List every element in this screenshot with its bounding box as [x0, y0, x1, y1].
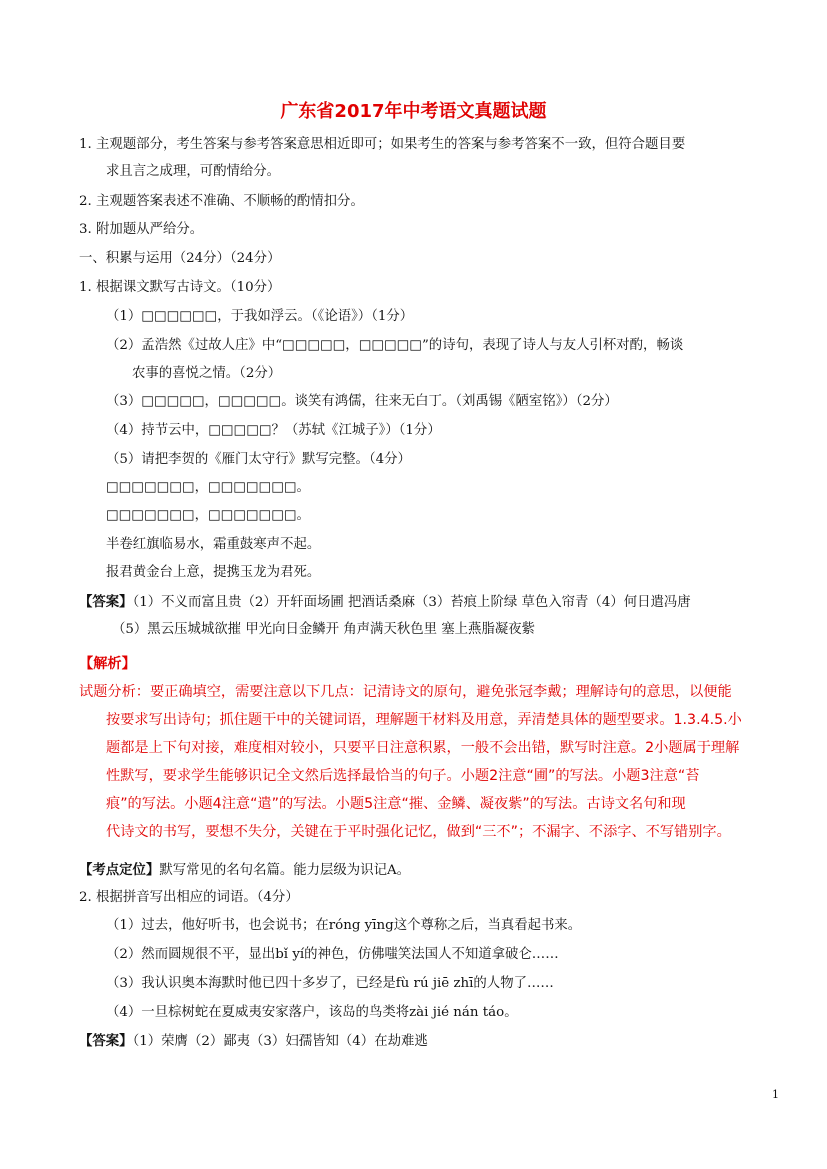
answer-1-line-1	[79, 592, 691, 613]
question-2-item-4: （4）一旦棕树蛇在夏威夷安家落户，该岛的鸟类将zài jié nán táo。	[106, 1005, 518, 1020]
page-title: 广东省2017年中考语文真题试题	[280, 101, 547, 122]
answer-2-label: 【答案】	[79, 1033, 133, 1049]
poem-line-1: □□□□□□□，□□□□□□□。	[106, 480, 310, 495]
answer-2-line	[79, 1031, 428, 1052]
question-1-item-2-cont: 农事的喜悦之情。（2分）	[132, 366, 282, 381]
section-heading: 一、积累与运用（24分）（24分）	[79, 251, 281, 266]
analysis-line-6: 代诗文的书写，要想不失分，关键在于平时强化记忆，做到“三不”；不漏字、不添字、不写错别字。	[106, 824, 731, 840]
note-3: 3. 附加题从严给分。	[79, 222, 204, 237]
note-1-cont: 求且言之成理，可酌情给分。	[106, 164, 281, 179]
kaodian-line	[79, 860, 410, 881]
analysis-label: 【解析】	[79, 656, 136, 672]
page-number: 1	[772, 1088, 779, 1101]
answer-2-text: （1）荣膺（2）鄙夷（3）妇孺皆知（4）在劫难逃	[132, 1034, 428, 1049]
analysis-line-5: 痕”的写法。小题4注意“遣”的写法。小题5注意“摧、金鳞、凝夜紫”的写法。古诗文名句和现	[106, 796, 686, 812]
question-1-item-1: （1）□□□□□□，于我如浮云。（《论语》）（1分）	[106, 309, 414, 324]
analysis-line-2: 按要求写出诗句；抓住题干中的关键词语，理解题干材料及用意，弄清楚具体的题型要求。1.3.4.5.小	[106, 712, 742, 728]
answer-1-line-2: （5）黑云压城城欲摧 甲光向日金鳞开 角声满天秋色里 塞上燕脂凝夜紫	[112, 622, 536, 637]
question-1-stem: 1. 根据课文默写古诗文。（10分）	[79, 280, 281, 295]
answer-label: 【答案】	[79, 594, 133, 610]
poem-line-2: □□□□□□□，□□□□□□□。	[106, 508, 310, 523]
note-1: 1. 主观题部分，考生答案与参考答案意思相近即可；如果考生的答案与参考答案不一致，但符合题目要	[79, 137, 686, 152]
question-2-stem: 2. 根据拼音写出相应的词语。（4分）	[79, 890, 299, 905]
question-1-item-3: （3）□□□□□，□□□□□。谈笑有鸿儒，往来无白丁。（刘禹锡《陋室铭》）（2分）	[106, 394, 618, 409]
poem-line-3: 半卷红旗临易水，霜重鼓寒声不起。	[106, 537, 321, 552]
kaodian-text: 默写常见的名句名篇。能力层级为识记A。	[159, 863, 411, 878]
question-1-item-4: （4）持节云中，□□□□□？（苏轼《江城子》）（1分）	[106, 423, 441, 438]
analysis-line-3: 题都是上下句对接，难度相对较小，只要平日注意积累，一般不会出错，默写时注意。2小题属于理解	[106, 740, 740, 756]
question-1-item-5: （5）请把李贺的《雁门太守行》默写完整。（4分）	[106, 452, 411, 467]
analysis-line-4: 性默写，要求学生能够识记全文然后选择最恰当的句子。小题2注意“圃”的写法。小题3注意“苔	[106, 768, 700, 784]
kaodian-label: 【考点定位】	[79, 862, 160, 878]
answer-1-text: （1）不义而富且贵（2）开轩面场圃 把酒话桑麻（3）苔痕上阶绿 草色入帘青（4）何日遣冯唐	[132, 595, 691, 610]
poem-line-4: 报君黄金台上意，提携玉龙为君死。	[106, 565, 321, 580]
analysis-line-1: 试题分析：要正确填空，需要注意以下几点：记清诗文的原句，避免张冠李戴；理解诗句的意思，以便能	[79, 684, 732, 700]
question-2-item-3: （3）我认识奥本海默时他已四十多岁了，已经是fù rú jiē zhī的人物了……	[106, 976, 554, 991]
question-1-item-2: （2）孟浩然《过故人庄》中“□□□□□，□□□□□”的诗句，表现了诗人与友人引杯对酌，畅谈	[106, 338, 684, 353]
note-2: 2. 主观题答案表述不准确、不顺畅的酌情扣分。	[79, 194, 364, 209]
question-2-item-1: （1）过去，他好听书，也会说书；在róng yīng这个尊称之后，当真看起书来。	[106, 918, 582, 933]
question-2-item-2: （2）然而圆规很不平，显出bǐ yí的神色，仿佛嗤笑法国人不知道拿破仑……	[106, 947, 559, 962]
